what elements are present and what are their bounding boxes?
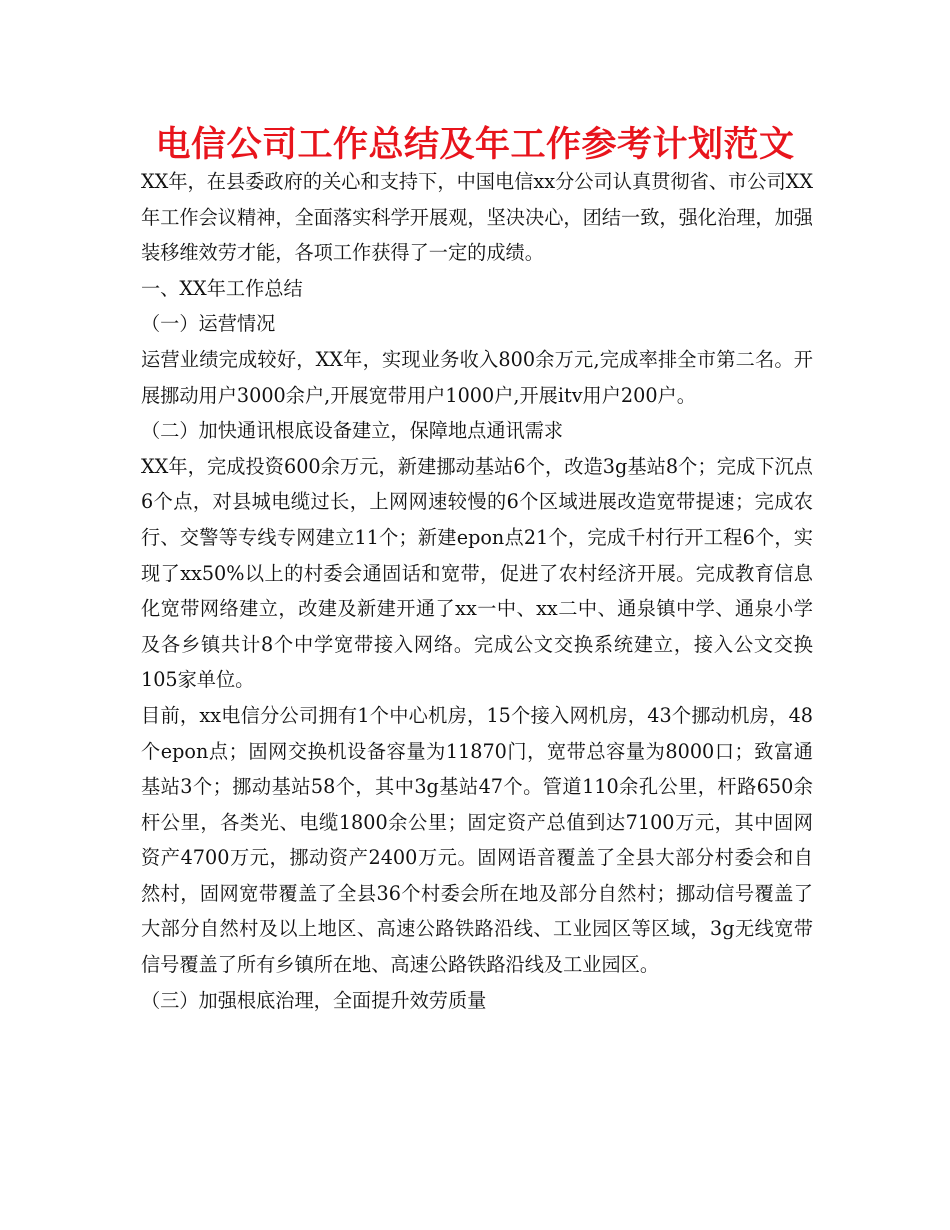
document-body bbox=[141, 164, 813, 1018]
subsection-heading: （三）加强根底治理，全面提升效劳质量 bbox=[141, 988, 487, 1012]
body-paragraph: XX年，完成投资600余万元，新建挪动基站6个，改造3g基站8个；完成下沉点6个点，对县城电缆过长，上网网速较慢的6个区域进展改造宽带提速；完成农行、交警等专线专网建立11个；新建epon点21个，完成千村行开工程6个，实现了xx50%以上的村委会通固话和宽带，促进了农村经济开展。完成教育信息化宽带网络建立，改建及新建开通了xx一中、xx二中、通泉镇中学、通泉小学及各乡镇共计8个中学宽带接入网络。完成公文交换系统建立，接入公文交换105家单位。 bbox=[141, 454, 813, 692]
body-paragraph: 运营业绩完成较好，XX年，实现业务收入800余万元,完成率排全市第二名。开展挪动用户3000余户,开展宽带用户1000户,开展itv用户200户。 bbox=[141, 347, 813, 407]
document-title: 电信公司工作总结及年工作参考计划范文 bbox=[155, 125, 795, 165]
section-heading: 一、XX年工作总结 bbox=[141, 276, 303, 300]
subsection-heading: （二）加快通讯根底设备建立，保障地点通讯需求 bbox=[141, 419, 564, 443]
subsection-heading: （一）运营情况 bbox=[141, 312, 276, 336]
intro-paragraph: XX年，在县委政府的关心和支持下，中国电信xx分公司认真贯彻省、市公司XX年工作会议精神，全面落实科学开展观，坚决决心，团结一致，强化治理，加强装移维效劳才能，各项工作获得了一定的成绩。 bbox=[141, 170, 813, 265]
body-paragraph: 目前，xx电信分公司拥有1个中心机房，15个接入网机房，43个挪动机房，48个epon点；固网交换机设备容量为11870门，宽带总容量为8000口；致富通基站3个；挪动基站58个，其中3g基站47个。管道110余孔公里，杆路650余杆公里，各类光、电缆1800余公里；固定资产总值到达7100万元，其中固网资产4700万元，挪动资产2400万元。固网语音覆盖了全县大部分村委会和自然村，固网宽带覆盖了全县36个村委会所在地及部分自然村；挪动信号覆盖了大部分自然村及以上地区、高速公路铁路沿线、工业园区等区域，3g无线宽带信号覆盖了所有乡镇所在地、高速公路铁路沿线及工业园区。 bbox=[141, 703, 813, 977]
